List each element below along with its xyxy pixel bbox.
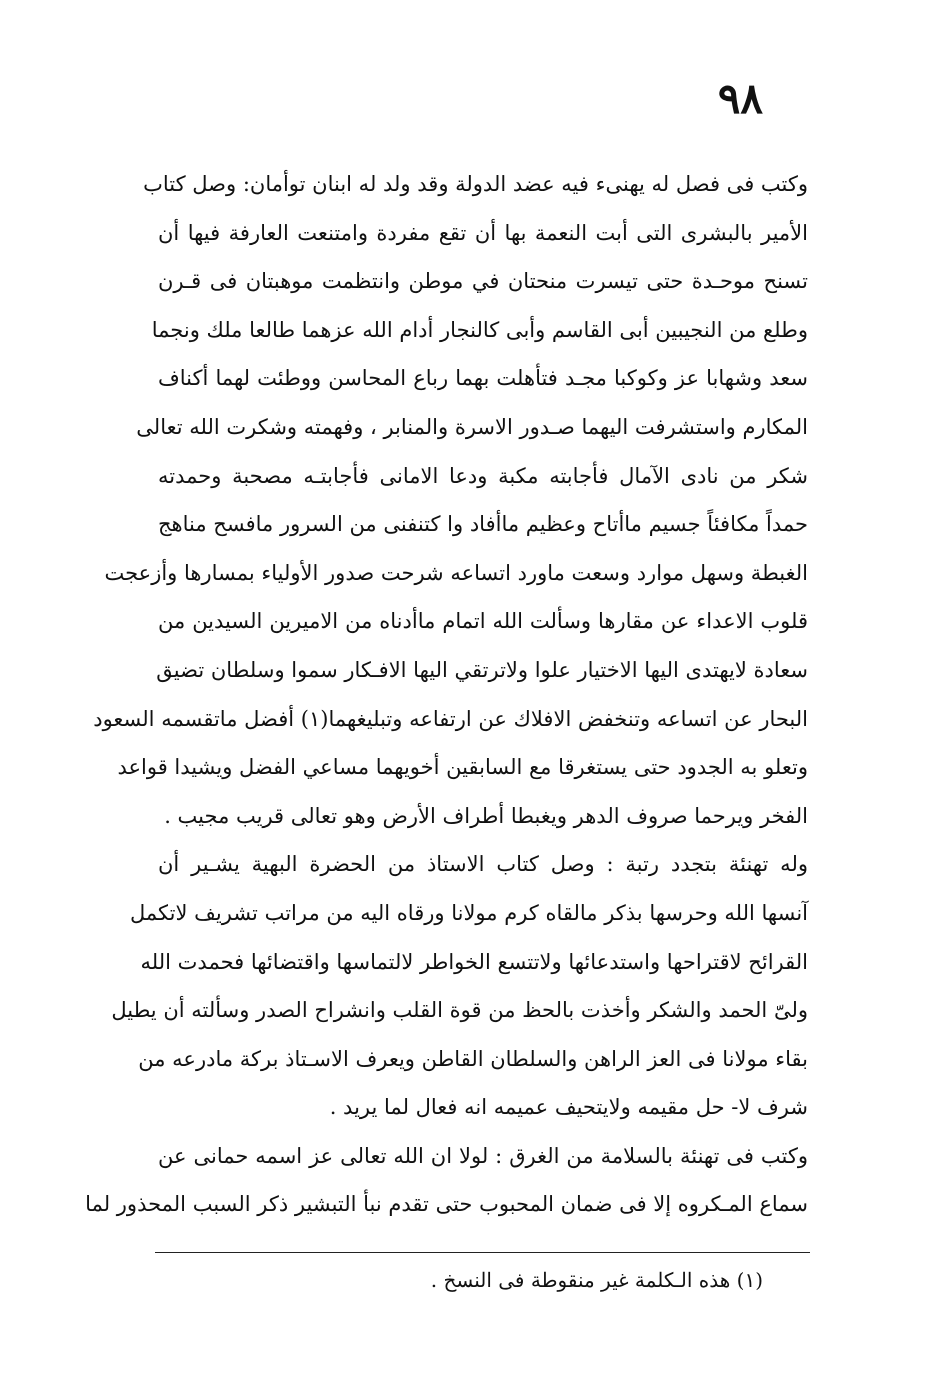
text-line: وكتب فى تهنئة بالسلامة من الغرق : لولا ان الله تعالى عز اسمه حمانى عن (158, 1143, 808, 1168)
text-line: آنسها الله وحرسها بذكر مالقاه كرم مولانا ورقاه اليه من مراتب تشريف لاتكمل (130, 900, 808, 925)
text-line: وطلع من النجيبين أبى القاسم وأبى كالنجار أدام الله عزهما طالعا ملك ونجما (151, 317, 808, 342)
text-line: بقاء مولانا فى العز الراهن والسلطان القاطن ويعرف الاسـتاذ بركة مادرعه من (138, 1046, 808, 1071)
page-number: ٩٨ (717, 74, 763, 123)
text-line: ولىّ الحمد والشكر وأخذت بالحظ من قوة القلب وانشراح الصدر وسألته أن يطيل (111, 998, 808, 1023)
text-line: القرائح لاقتراحها واستدعائها ولاتتسع الخواطر لالتماسها واقتضائها فحمدت الله (140, 949, 808, 974)
text-line: الفخر ويرحما صروف الدهر ويغبطا أطراف الأرض وهو تعالى قريب مجيب . (164, 803, 808, 828)
text-line: شرف لا- حل مقيمه ولايتحيف عميمه انه فعال لما يريد . (329, 1095, 808, 1120)
text-line: سماع المـكروه إلا فى ضمان المحبوب حتى تقدم نبأ التبشير ذكر السبب المحذور لما (85, 1192, 808, 1217)
footnote: (١) هذه الـكلمة غير منقوطة فى النسخ . (430, 1268, 763, 1292)
text-line: الغبطة وسهل موارد وسعت ماورد اتساعه شرحت صدور الأولياء بمسارها وأزعجت (104, 560, 808, 585)
text-line: المكارم واستشرفت اليهما صـدور الاسرة والمنابر ، وفهمته وشكرت الله تعالى (136, 414, 808, 439)
text-line: وله تهنئة بتجدد رتبة : وصل كتاب الاستاذ من الحضرة البهية يشـير أن (158, 852, 808, 877)
footnote-divider (155, 1252, 810, 1253)
text-line: حمداً مكافئاً جسيم ماأتاح وعظيم ماأفاد وا كتنفنى من السرور مافسح مناهج (158, 512, 808, 537)
text-line: البحار عن اتساعه وتنخفض الافلاك عن ارتفاعه وتبليغهما(١) أفضل ماتقسمه السعود (93, 706, 808, 731)
text-line: سعادة لايهتدى اليها الاختيار علوا ولاترتقي اليها الافـكار سموا وسلطان تضيق (156, 657, 808, 682)
text-line: شكر من نادى الآمال فأجابته مكبة ودعا الامانى فأجابتـه مصحبة وحمدته (158, 463, 808, 488)
text-line: قلوب الاعداء عن مقارها وسألت الله اتمام ماأدناه من الاميرين السيدين من (158, 609, 808, 634)
text-line: سعد وشهابا عز وكوكبا مجـد فتأهلت بهما رباع المحاسن ووطئت لهما أكناف (158, 366, 808, 391)
text-line: تسنح موحـدة حتى تيسرت منحتان في موطن وانتظمت موهبتان فى قـرن (158, 269, 808, 294)
body-text (85, 160, 808, 1229)
text-line: وتعلو به الجدود حتى يستغرقا مع السابقين أخويهما مساعي الفضل ويشيدا قواعد (117, 755, 808, 780)
text-line: الأمير بالبشرى التى أبت النعمة بها أن تقع مفردة وامتنعت العارفة فيها أن (158, 220, 808, 245)
text-line: وكتب فى فصل له يهنىء فيه عضد الدولة وقد ولد له ابنان توأمان: وصل كتاب (143, 172, 808, 196)
